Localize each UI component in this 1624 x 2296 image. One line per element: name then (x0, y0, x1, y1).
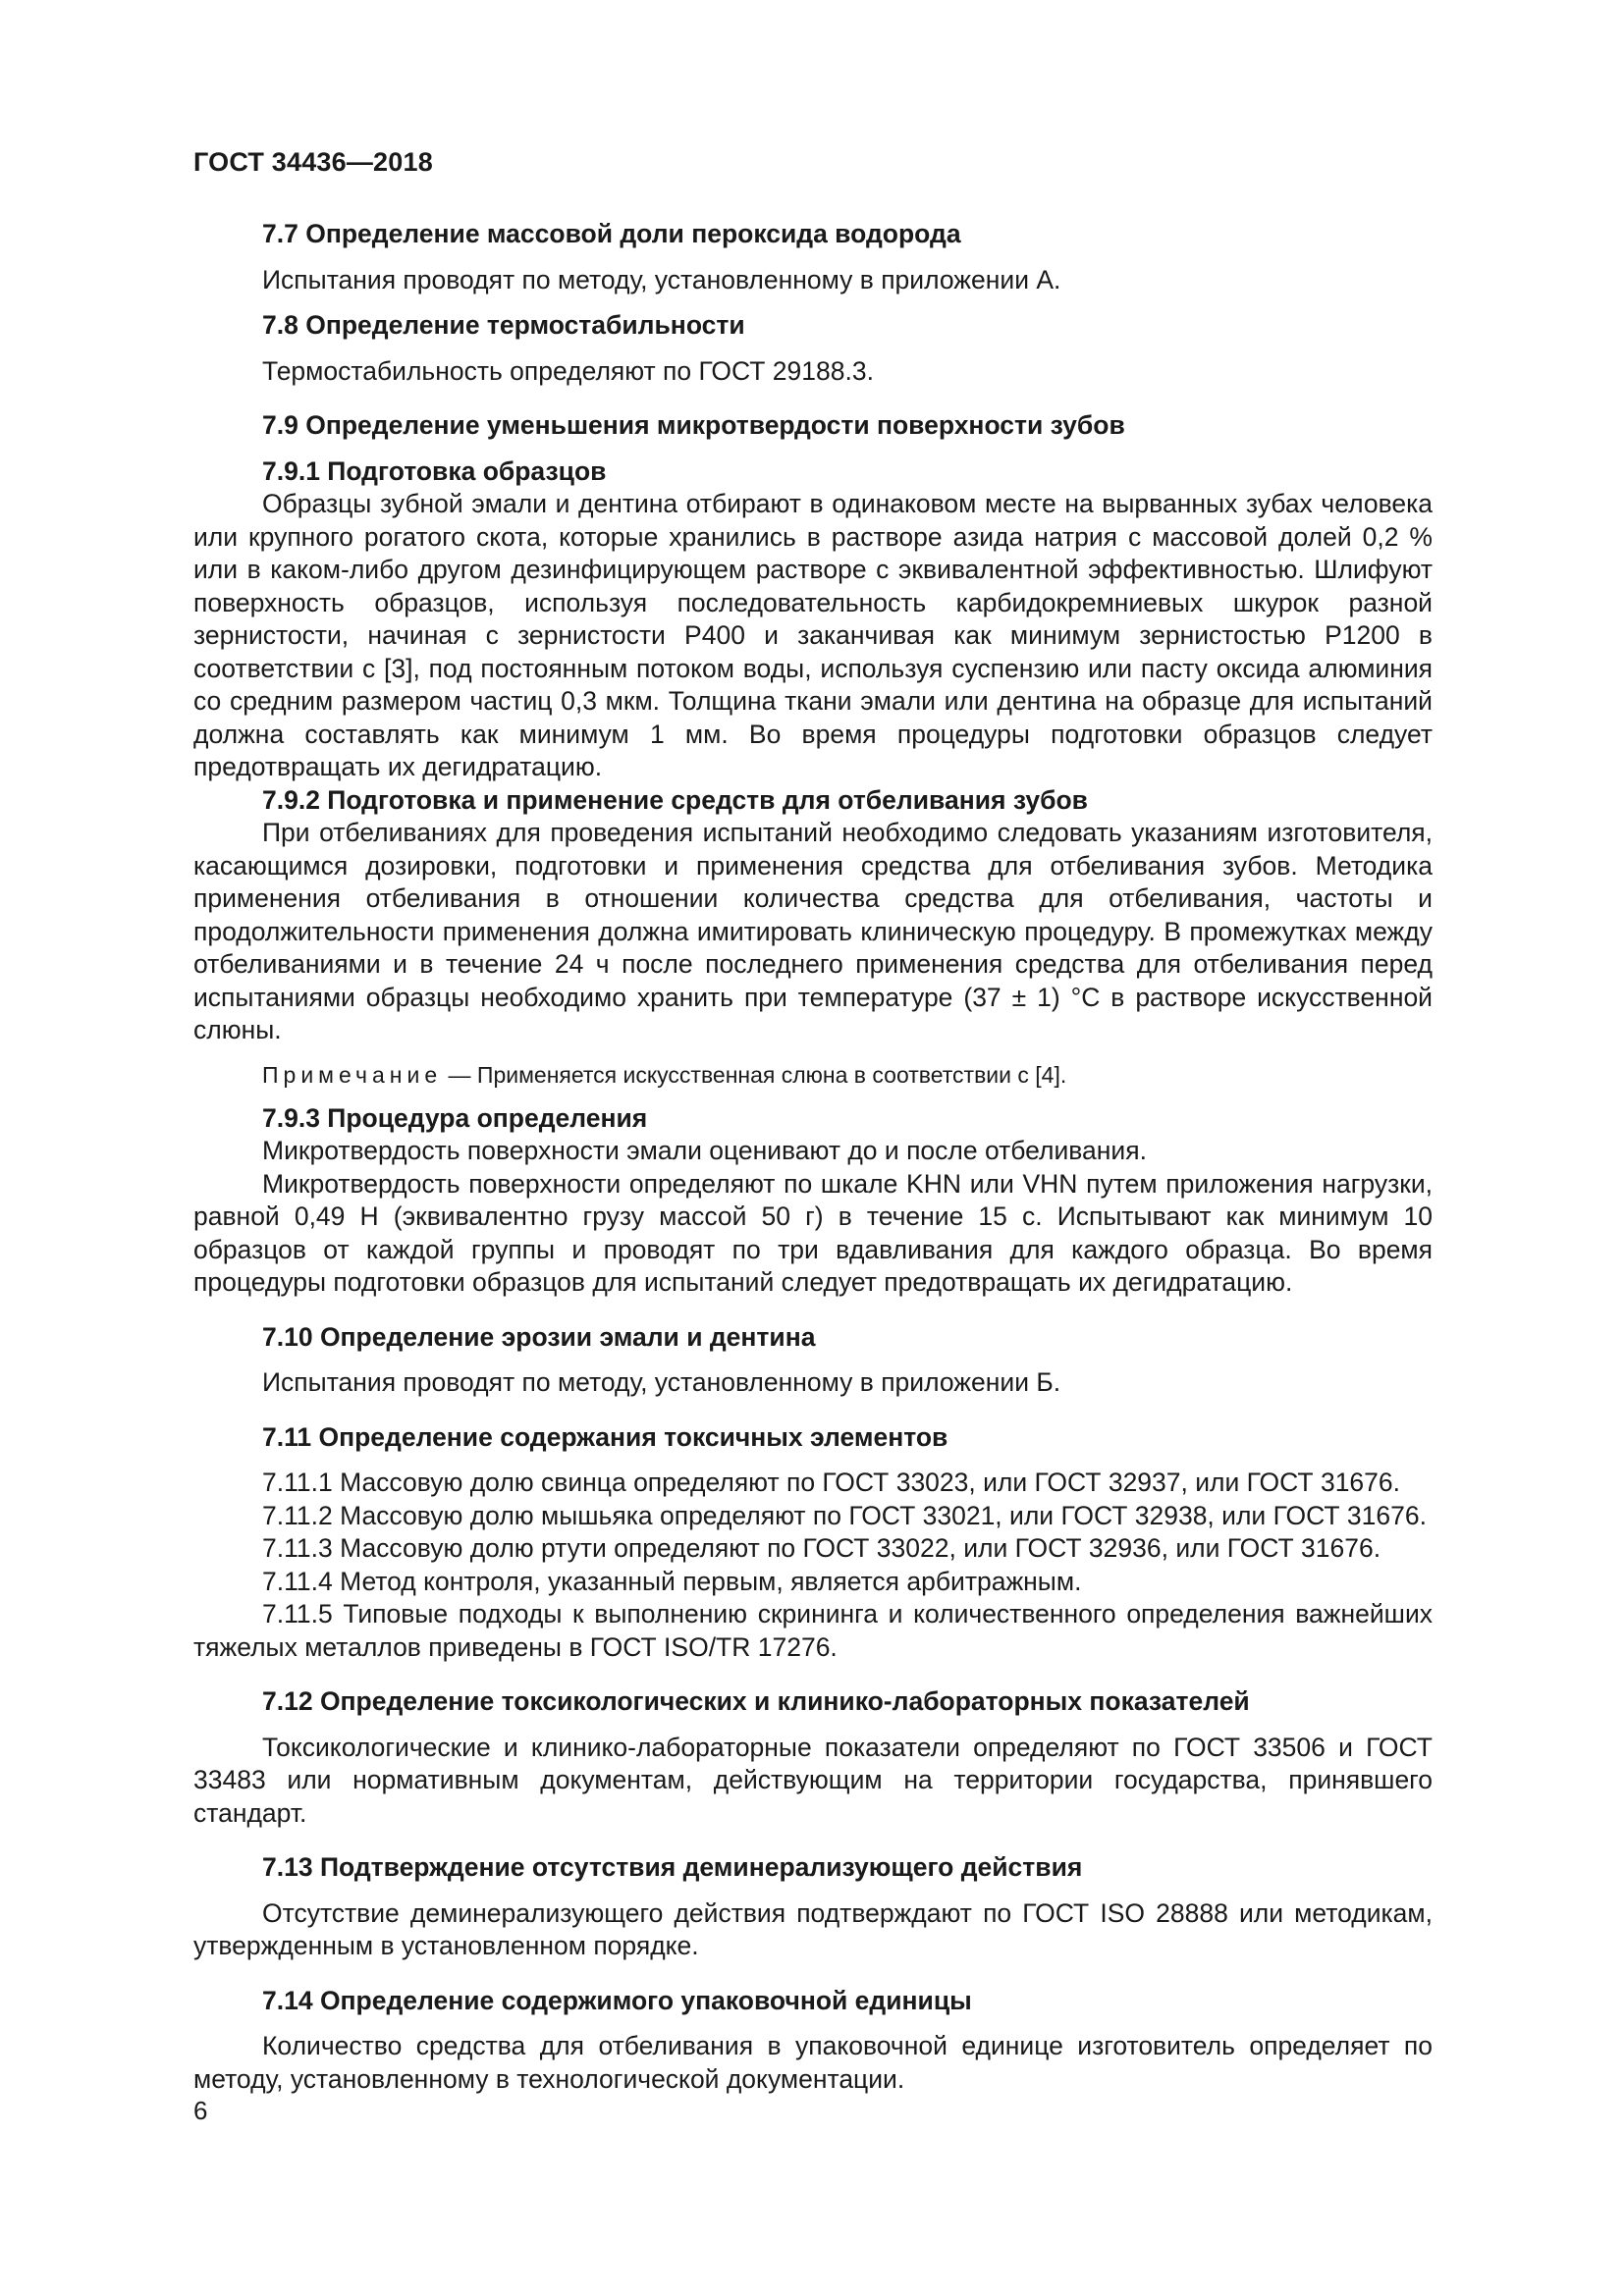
document-body (193, 218, 1433, 2096)
note-text: — Применяется искусственная слюна в соответствии с [4]. (442, 1061, 1067, 1088)
section-7-11-title: 7.11 Определение содержания токсичных элементов (262, 1421, 948, 1452)
section-7-13-text: Отсутствие деминерализующего действия подтверждают по ГОСТ ISO 28888 или методикам, утвержденным в установленном порядке. (193, 1897, 1433, 1960)
section-7-11-4: 7.11.4 Метод контроля, указанный первым, является арбитражным. (262, 1566, 1082, 1596)
section-7-14-title: 7.14 Определение содержимого упаковочной единицы (262, 1985, 972, 2015)
section-7-7-title: 7.7 Определение массовой доли пероксида водорода (262, 219, 961, 248)
note-label: Примечание (262, 1061, 443, 1088)
section-7-12-text: Токсикологические и клинико-лабораторные показатели определяют по ГОСТ 33506 и ГОСТ 33483 или нормативным документам, действующим на территории государства, принявшего стандарт. (193, 1732, 1433, 1828)
section-7-9-2-title: 7.9.2 Подготовка и применение средств для отбеливания зубов (262, 784, 1088, 815)
section-7-8-title: 7.8 Определение термостабильности (262, 310, 745, 340)
document-header: ГОСТ 34436—2018 (193, 147, 433, 177)
section-7-9-3-text-2: Микротвердость поверхности определяют по шкале KHN или VHN путем приложения нагрузки, равной 0,49 Н (эквивалентно грузу массой 50 г) в течение 15 с. Испытывают как минимум 10 образцов от каждой группы и проводят по три вдавливания для каждого образца. Во время процедуры подготовки образцов для испытаний следует предотвращать их дегидратацию. (193, 1168, 1433, 1297)
section-7-11-2: 7.11.2 Массовую долю мышьяка определяют по ГОСТ 33021, или ГОСТ 32938, или ГОСТ 31676. (262, 1500, 1427, 1530)
section-7-13-title: 7.13 Подтверждение отсутствия деминерализующего действия (262, 1852, 1083, 1882)
section-7-9-title: 7.9 Определение уменьшения микротвердости поверхности зубов (262, 410, 1125, 440)
section-7-11-3: 7.11.3 Массовую долю ртути определяют по ГОСТ 33022, или ГОСТ 32936, или ГОСТ 31676. (262, 1533, 1381, 1563)
section-7-9-3-text-1: Микротвердость поверхности эмали оценивают до и после отбеливания. (262, 1136, 1147, 1165)
page-number: 6 (193, 2096, 208, 2125)
section-7-9-2-text: При отбеливаниях для проведения испытаний необходимо следовать указаниям изготовителя, касающимся дозировки, подготовки и применения средства для отбеливания зубов. Методика применения отбеливания в отношении количества средства для отбеливания, частоты и продолжительности применения должна имитировать клиническую процедуру. В промежутках между отбеливаниями и в течение 24 ч после последнего применения средства для отбеливания перед испытаниями образцы необходимо хранить при температуре (37 ± 1) °С в растворе искусственной слюны. (193, 818, 1433, 1044)
section-7-9-1-text: Образцы зубной эмали и дентина отбирают в одинаковом месте на вырванных зубах человека или крупного рогатого скота, которые хранились в растворе азида натрия с массовой долей 0,2 % или в каком-либо другом дезинфицирующем растворе с эквивалентной эффективностью. Шлифуют поверхность образцов, используя последовательность карбидокремниевых шкурок разной зернистости, начиная с зернистости Р400 и заканчивая как минимум зернистостью Р1200 в соответствии с [3], под постоянным потоком воды, используя суспензию или пасту оксида алюминия со средним размером частиц 0,3 мкм. Толщина ткани эмали или дентина на образце для испытаний должна составлять как минимум 1 мм. Во время процедуры подготовки образцов следует предотвращать их дегидратацию. (193, 489, 1433, 781)
section-7-12-title: 7.12 Определение токсикологических и клинико-лабораторных показателей (262, 1686, 1250, 1716)
section-7-11-1: 7.11.1 Массовую долю свинца определяют по ГОСТ 33023, или ГОСТ 32937, или ГОСТ 31676. (262, 1468, 1401, 1497)
section-7-14-text: Количество средства для отбеливания в упаковочной единице изготовитель определяет по методу, установленному в технологической документации. (193, 2031, 1433, 2094)
section-7-10-text: Испытания проводят по методу, установленному в приложении Б. (262, 1367, 1061, 1397)
section-7-9-1-title: 7.9.1 Подготовка образцов (262, 455, 607, 486)
section-7-7-text: Испытания проводят по методу, установленному в приложении А. (262, 264, 1061, 294)
section-7-8-text: Термостабильность определяют по ГОСТ 29188.3. (262, 355, 874, 386)
section-7-9-3-title: 7.9.3 Процедура определения (262, 1102, 648, 1133)
section-7-11-5: 7.11.5 Типовые подходы к выполнению скрининга и количественного определения важнейших тяжелых металлов приведены в ГОСТ ISO/TR 17276. (193, 1599, 1433, 1662)
section-7-10-title: 7.10 Определение эрозии эмали и дентина (262, 1321, 816, 1352)
note (193, 1060, 1433, 1090)
